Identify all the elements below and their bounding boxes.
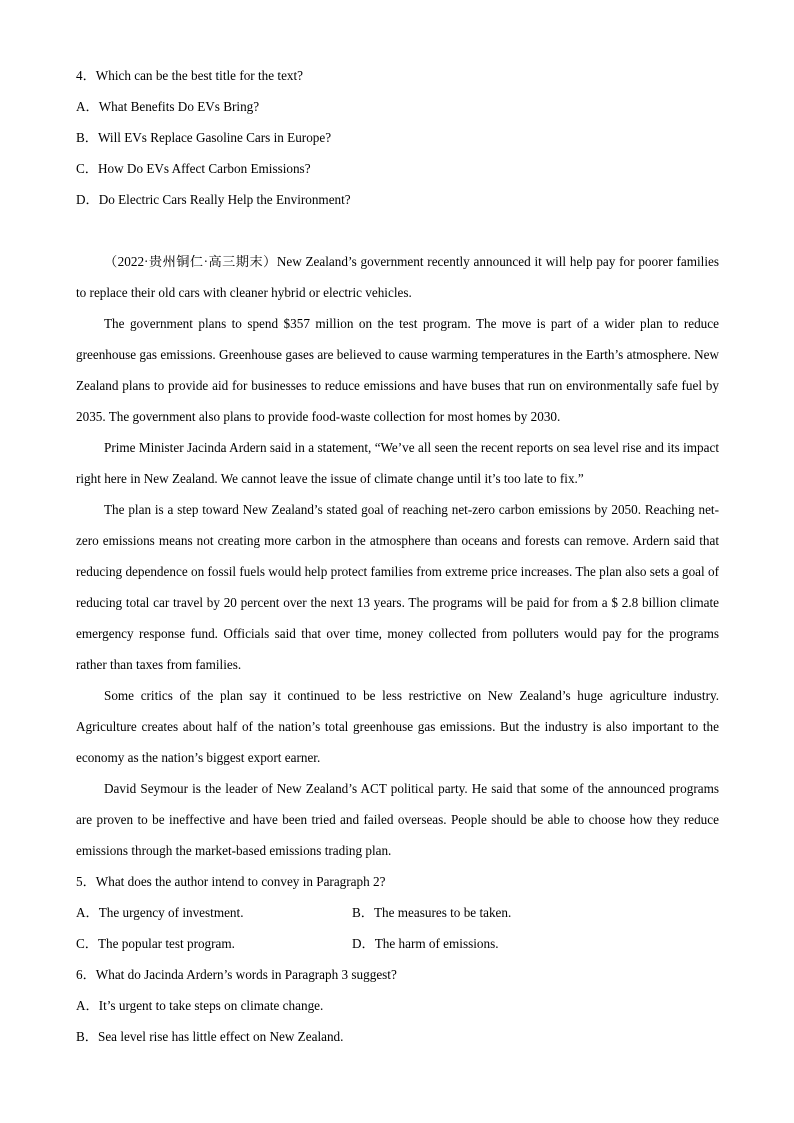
question-6-stem: 6．What do Jacinda Ardern’s words in Paragraph 3 suggest? bbox=[76, 967, 397, 982]
passage-paragraph-3: Prime Minister Jacinda Ardern said in a statement, “We’ve all seen the recent reports on sea level rise and its impact right here in New Zealand. We cannot leave the issue of climate change until it’s too late to fix.” bbox=[76, 440, 719, 486]
passage-paragraph-6: David Seymour is the leader of New Zealand’s ACT political party. He said that some of the announced programs are proven to be ineffective and have been tried and failed overseas. People should be able to choose how they reduce emissions through the market-based emissions trading plan. bbox=[76, 781, 719, 858]
passage-paragraph-1: （2022·贵州铜仁·高三期末）New Zealand’s government recently announced it will help pay for poorer families to replace their old cars with cleaner hybrid or electric vehicles. bbox=[76, 254, 719, 300]
section-gap bbox=[76, 215, 719, 246]
question-4-option-d[interactable]: D．Do Electric Cars Really Help the Environment? bbox=[76, 192, 351, 207]
passage-paragraph-2: The government plans to spend $357 million on the test program. The move is part of a wider plan to reduce greenhouse gas emissions. Greenhouse gases are believed to cause warming temperatures in the Earth’s atmosphere. New Zealand plans to provide aid for businesses to reduce emissions and have buses that run on environmentally safe fuel by 2035. The government also plans to provide food-waste collection for most homes by 2030. bbox=[76, 316, 719, 424]
question-5-option-d[interactable]: D．The harm of emissions. bbox=[352, 936, 499, 951]
question-5-option-c[interactable]: C．The popular test program. bbox=[76, 936, 235, 951]
document-page bbox=[76, 60, 719, 1052]
question-4-option-b[interactable]: B．Will EVs Replace Gasoline Cars in Europe? bbox=[76, 130, 332, 145]
question-4-stem: 4．Which can be the best title for the text? bbox=[76, 68, 304, 83]
question-5-options-row-1 bbox=[76, 897, 719, 928]
question-6-option-a[interactable]: A．It’s urgent to take steps on climate change. bbox=[76, 998, 324, 1013]
question-5-option-b[interactable]: B．The measures to be taken. bbox=[352, 905, 512, 920]
question-5-options-row-2 bbox=[76, 928, 719, 959]
passage-paragraph-5: Some critics of the plan say it continued to be less restrictive on New Zealand’s huge agriculture industry. Agriculture creates about half of the nation’s total greenhouse gas emissions. But the industry is also important to the economy as the nation’s biggest export earner. bbox=[76, 688, 719, 765]
question-4-option-c[interactable]: C．How Do EVs Affect Carbon Emissions? bbox=[76, 161, 311, 176]
question-4-option-a[interactable]: A．What Benefits Do EVs Bring? bbox=[76, 99, 260, 114]
question-5-stem: 5．What does the author intend to convey in Paragraph 2? bbox=[76, 874, 386, 889]
question-5-option-a[interactable]: A．The urgency of investment. bbox=[76, 905, 244, 920]
question-6-option-b[interactable]: B．Sea level rise has little effect on New Zealand. bbox=[76, 1029, 344, 1044]
passage-paragraph-4: The plan is a step toward New Zealand’s stated goal of reaching net-zero carbon emissions by 2050. Reaching net-zero emissions means not creating more carbon in the atmosphere than oceans and forests can remove. Ardern said that reducing dependence on fossil fuels would help protect families from extreme price increases. The plan also sets a goal of reducing total car travel by 20 percent over the next 13 years. The programs will be paid for from a $ 2.8 billion climate emergency response fund. Officials said that over time, money collected from polluters would pay for the programs rather than taxes from families. bbox=[76, 502, 719, 672]
